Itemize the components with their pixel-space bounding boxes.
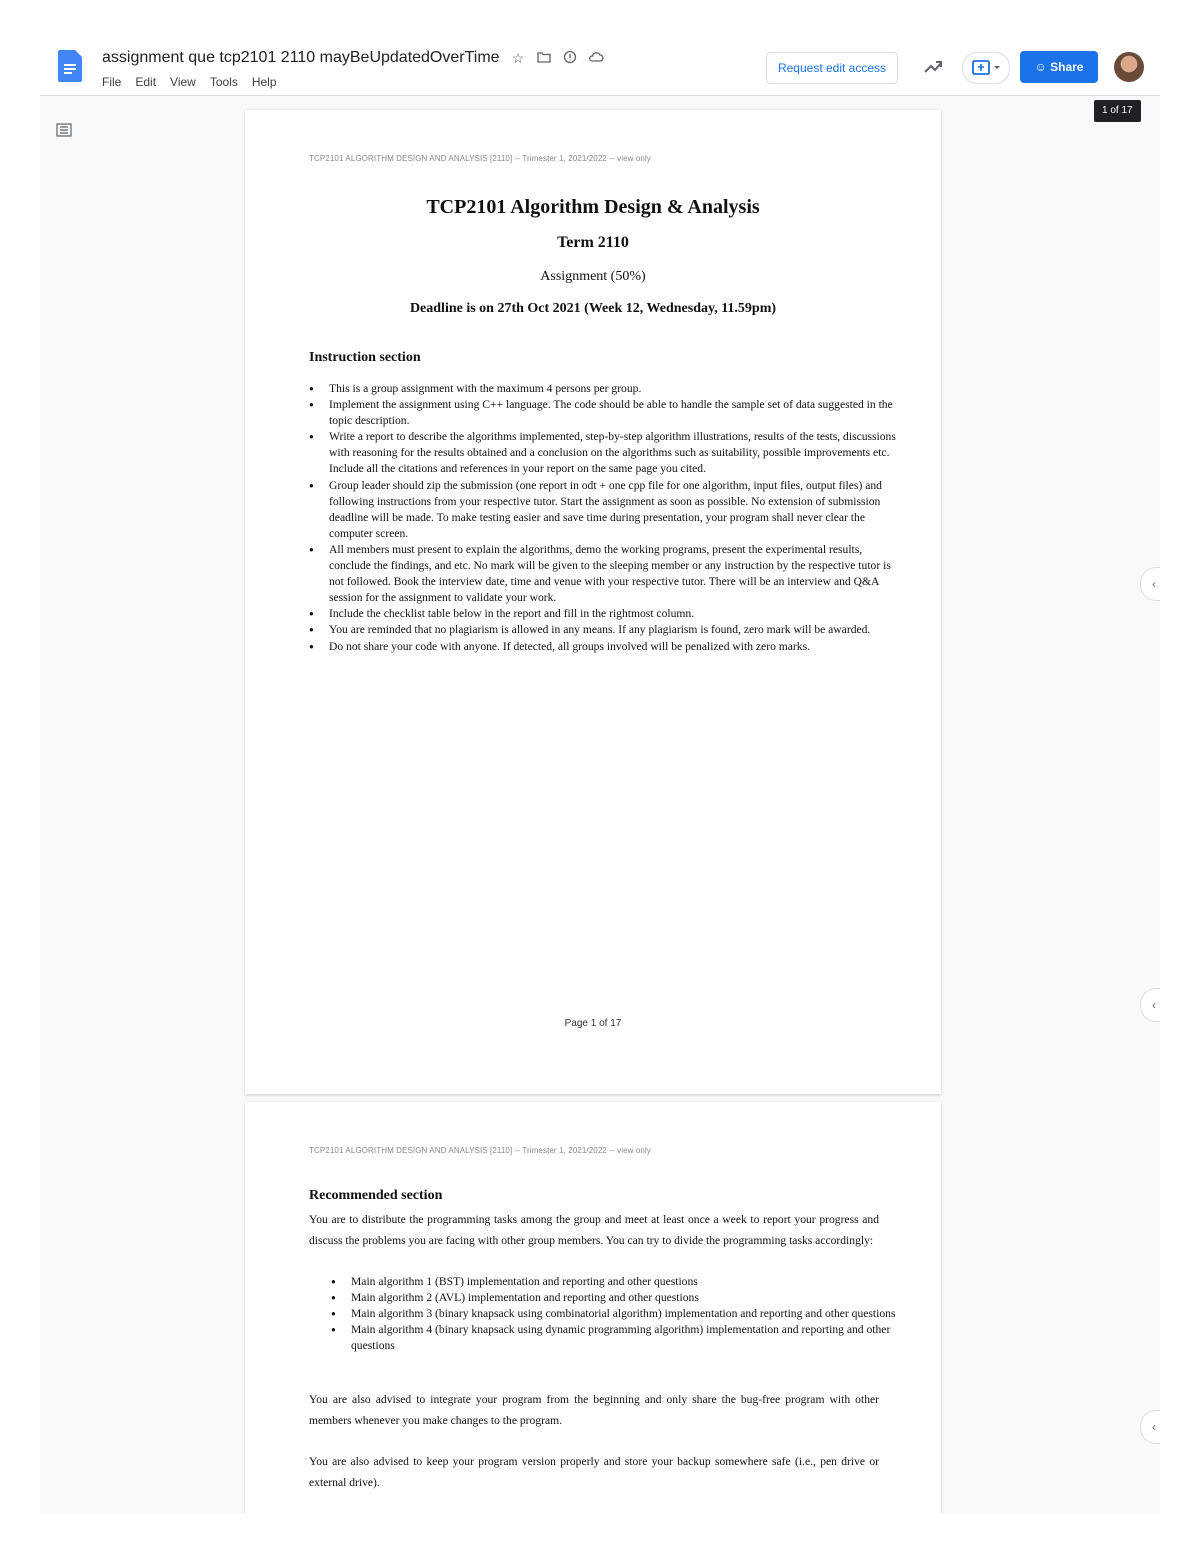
- list-item: ● Do not share your code with anyone. If detected, all groups involved will be penalized with zero marks.: [329, 639, 897, 655]
- chevron-left-icon: ‹: [1152, 577, 1156, 591]
- term-heading: Term 2110: [557, 234, 629, 251]
- document-page-2: [245, 1102, 941, 1513]
- deadline-heading: Deadline is on 27th Oct 2021 (Week 12, Wednesday, 11.59pm): [409, 301, 777, 316]
- list-item: ● Group leader should zip the submission (one report in odt + one cpp file for one algorithm, input files, output files) and following instructions from your respective tutor. Start the assignment as soon as possible. No extension of submission deadline will be made. To make testing easier and save time during presentation, your program shall never clear the computer screen.: [329, 478, 897, 542]
- move-folder-icon[interactable]: [536, 50, 552, 66]
- page-indicator: 1 of 17: [1094, 100, 1141, 122]
- person-add-icon: ☺: [1034, 60, 1047, 74]
- menu-file[interactable]: File: [102, 75, 122, 89]
- list-item: ● Include the checklist table below in the report and fill in the rightmost column.: [329, 606, 897, 622]
- docs-header: [40, 40, 1160, 96]
- present-icon: [963, 53, 1009, 83]
- present-button[interactable]: [962, 52, 1010, 84]
- list-item: ● Main algorithm 4 (binary knapsack using dynamic programming algorithm) implementation and reporting and other questions: [351, 1322, 897, 1354]
- menu-edit[interactable]: Edit: [135, 75, 157, 89]
- menu-help[interactable]: Help: [251, 75, 277, 89]
- chevron-left-icon: ‹: [1152, 998, 1156, 1012]
- request-edit-access-button[interactable]: Request edit access: [766, 52, 898, 84]
- menu-tools[interactable]: Tools: [209, 75, 238, 89]
- document-page-1: [245, 110, 941, 1094]
- document-status-icon[interactable]: [562, 50, 578, 66]
- avatar[interactable]: [1114, 52, 1144, 82]
- list-item: ● Main algorithm 3 (binary knapsack using combinatorial algorithm) implementation and reporting and other questions: [351, 1306, 897, 1322]
- list-item: ● Write a report to describe the algorithms implemented, step-by-step algorithm illustrations, results of the tests, discussions with reasoning for the results obtained and a conclusion on the algorithms such as suitability, possible improvements etc. Include all the citations and references in your report on the same page you cited.: [329, 429, 897, 477]
- document-title: TCP2101 Algorithm Design & Analysis: [426, 196, 760, 218]
- document-outline-icon[interactable]: [56, 122, 72, 138]
- docs-logo-icon[interactable]: [58, 50, 82, 82]
- intro-paragraph: You are to distribute the programming tasks among the group and meet at least once a week to report your progress and discuss the problems you are facing with other group members. You can try to divide the programming tasks accordingly:: [309, 1213, 879, 1247]
- doc-title[interactable]: assignment que tcp2101 2110 mayBeUpdatedOverTime: [102, 49, 500, 66]
- assignment-heading: Assignment (50%): [540, 269, 646, 284]
- list-item: ● All members must present to explain the algorithms, demo the working programs, present the experimental results, conclude the findings, and etc. No mark will be given to the sleeping member or any instruction by the respective tutor is not followed. Book the interview date, time and venue with your respective tutor. There will be an interview and Q&A session for the assignment to validate your work.: [329, 542, 897, 606]
- running-header: TCP2101 ALGORITHM DESIGN AND ANALYSIS [2110] -- Trimester 1, 2021/2022 -- view only: [309, 154, 651, 163]
- instruction-list: [309, 381, 897, 655]
- menu-bar: [102, 75, 277, 89]
- integration-paragraph: You are also advised to integrate your program from the beginning and only share the bug-free program with other members whenever you make changes to the program.: [309, 1393, 879, 1427]
- share-label: Share: [1050, 60, 1084, 74]
- running-header: TCP2101 ALGORITHM DESIGN AND ANALYSIS [2110] -- Trimester 1, 2021/2022 -- view only: [309, 1146, 651, 1155]
- cloud-saved-icon[interactable]: [588, 50, 604, 66]
- menu-view[interactable]: View: [170, 75, 196, 89]
- star-icon[interactable]: ☆: [511, 50, 525, 66]
- list-item: ● Implement the assignment using C++ language. The code should be able to handle the sample set of data suggested in the topic description.: [329, 397, 897, 429]
- list-item: ● Main algorithm 1 (BST) implementation and reporting and other questions: [351, 1274, 897, 1290]
- title-icons: [510, 50, 604, 66]
- share-button[interactable]: [1020, 51, 1098, 83]
- instruction-section-heading: Instruction section: [309, 350, 421, 365]
- recommended-section-heading: Recommended section: [309, 1188, 443, 1203]
- docs-app: [40, 40, 1160, 1513]
- side-panel-toggle-button[interactable]: [1140, 988, 1160, 1022]
- chevron-left-icon: ‹: [1152, 1420, 1156, 1434]
- list-item: ● This is a group assignment with the maximum 4 persons per group.: [329, 381, 897, 397]
- activity-dashboard-icon[interactable]: [922, 56, 944, 78]
- list-item: ● Main algorithm 2 (AVL) implementation and reporting and other questions: [351, 1290, 897, 1306]
- task-list: [331, 1274, 897, 1354]
- side-panel-toggle-button[interactable]: [1140, 1410, 1160, 1444]
- page-footer: Page 1 of 17: [564, 1018, 622, 1029]
- backup-paragraph: You are also advised to keep your program version properly and store your backup somewhere safe (i.e., pen drive or external drive).: [309, 1455, 879, 1489]
- list-item: ● You are reminded that no plagiarism is allowed in any means. If any plagiarism is found, zero mark will be awarded.: [329, 622, 897, 638]
- side-panel-toggle-button[interactable]: [1140, 567, 1160, 601]
